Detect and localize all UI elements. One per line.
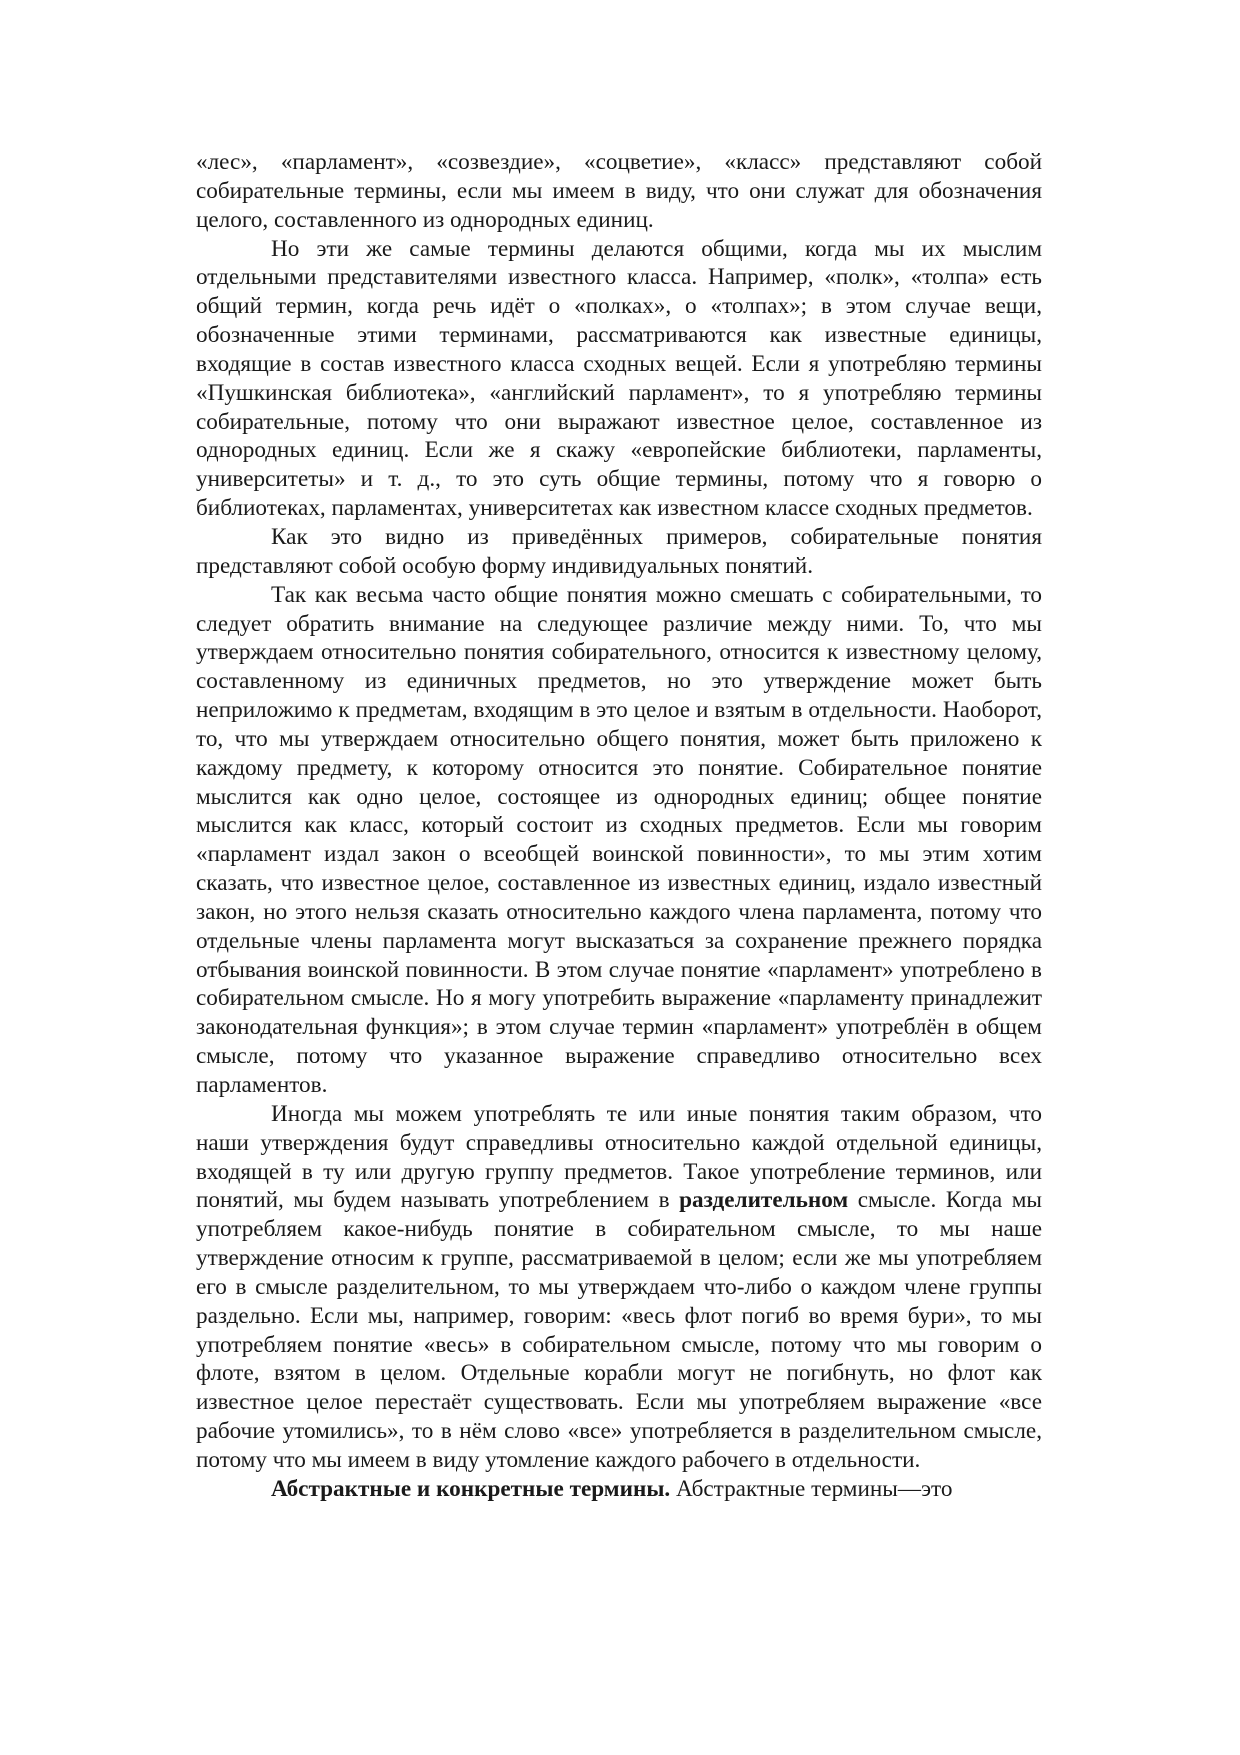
paragraph-general-terms: Но эти же самые термины делаются общими, когда мы их мыслим отдельными представителями известного класса. Например, «полк», «толпа» есть общий термин, когда речь идёт о «полках», о «толпах»; в этом случае вещи, обозначенные этими терминами, рассматриваются как известные единицы, входящие в состав известного класса сходных вещей. Если я употребляю термины «Пушкинская библиотека», «английский парламент», то я употребляю термины собирательные, потому что они выражают известное целое, составленное из однородных единиц. Если же я скажу «европейские библиотеки, парламенты, университеты» и т. д., то это суть общие термины, потому что я говорю о библиотеках, парламентах, университетах как известном классе сходных предметов. bbox=[196, 235, 1042, 522]
document-page bbox=[196, 148, 1042, 1504]
paragraph-abstract-concrete bbox=[196, 1475, 1042, 1504]
paragraph-text-before: Иногда мы можем употреблять те или иные понятия таким образом, что наши утверждения будут справедливы относительно каждой отдельной единицы, входящей в ту или другую группу предметов. Такое употребление терминов, или понятий, мы будем называть употреблением в bbox=[196, 1100, 1042, 1214]
paragraph-text-after: смысле. Когда мы употребляем какое-нибудь понятие в собирательном смысле, то мы наше утверждение относим к группе, рассматриваемой в целом; если же мы употребляем его в смысле разделительном, то мы утверждаем что-либо о каждом члене группы раздельно. Если мы, например, говорим: «весь флот погиб во время бури», то мы употребляем понятие «весь» в собирательном смысле, потому что мы говорим о флоте, взятом в целом. Отдельные корабли могут не погибнуть, но флот как известное целое перестаёт существовать. Если мы употребляем выражение «все рабочие утомились», то в нём слово «все» употребляется в разделительном смысле, потому что мы имеем в виду утомление каждого рабочего в отдельности. bbox=[196, 1187, 1042, 1473]
paragraph-collective-terms: «лес», «парламент», «созвездие», «соцветие», «класс» представляют собой собирательные термины, если мы имеем в виду, что они служат для обозначения целого, составленного из однородных единиц. bbox=[196, 149, 1042, 233]
paragraph-distinction: Так как весьма часто общие понятия можно смешать с собирательными, то следует обратить внимание на следующее различие между ними. То, что мы утверждаем относительно понятия собирательного, относится к известному целому, составленному из единичных предметов, но это утверждение может быть неприложимо к предметам, входящим в это целое и взятым в отдельности. Наоборот, то, что мы утверждаем относительно общего понятия, может быть приложено к каждому предмету, к которому относится это понятие. Собирательное понятие мыслится как одно целое, состоящее из однородных единиц; общее понятие мыслится как класс, который состоит из сходных предметов. Если мы говорим «парламент издал закон о всеобщей воинской повинности», то мы этим хотим сказать, что известное целое, составленное из известных единиц, издало известный закон, но этого нельзя сказать относительно каждого члена парламента, потому что отдельные члены парламента могут высказаться за сохранение прежнего порядка отбывания воинской повинности. В этом случае понятие «парламент» употреблено в собирательном смысле. Но я могу употребить выражение «парламенту принадлежит законодательная функция»; в этом случае термин «парламент» употреблён в общем смысле, потому что указанное выражение справедливо относительно всех парламентов. bbox=[196, 581, 1042, 1098]
bold-term-distributive: разделительном bbox=[679, 1187, 849, 1214]
paragraph-distributive-use bbox=[196, 1100, 1042, 1475]
section-heading-abstract-concrete: Абстрактные и конкретные термины. bbox=[271, 1475, 671, 1502]
paragraph-individual-concepts: Как это видно из приведённых примеров, собирательные понятия представляют собой особую форму индивидуальных понятий. bbox=[196, 523, 1042, 579]
paragraph-text-after: Абстрактные термины—это bbox=[670, 1475, 953, 1502]
